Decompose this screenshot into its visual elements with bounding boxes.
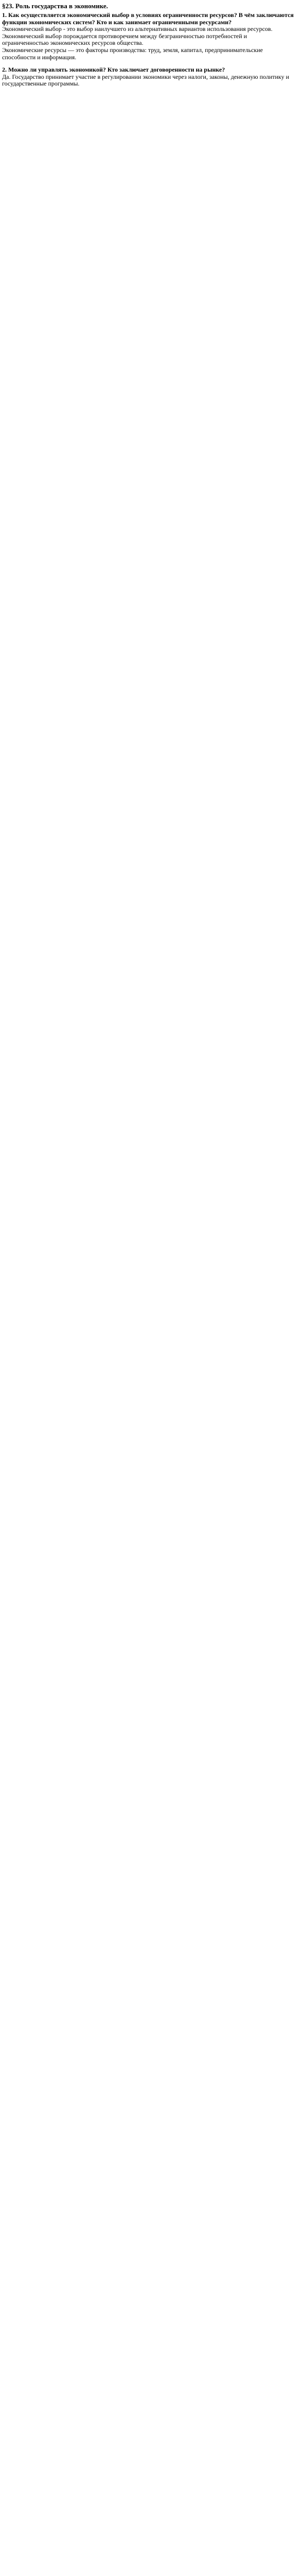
- spacer: [2, 88, 295, 93]
- question-1: 1. Как осуществляется экономический выбор в условиях ограниченности ресурсов? В чём заключаются функции экономических систем? Кто и как занимает ограниченными ресурсами?: [2, 11, 294, 26]
- document-page: [0, 0, 298, 93]
- question-2: 2. Можно ли управлять экономикой? Кто заключает договоренности на рынке?: [2, 66, 225, 74]
- answer-paragraph: Экономические ресурсы — это факторы производства: труд, земля, капитал, предпринимательские способности и информация.: [2, 46, 263, 61]
- content: [2, 12, 295, 93]
- answer-paragraph: Да. Государство принимает участие в регулировании экономики через налоги, законы, денежную политику и государственные программы.: [2, 73, 290, 88]
- answer-paragraph: Экономический выбор порождается противоречием между безграничностью потребностей и ограниченностью экономических ресурсов общества.: [2, 32, 247, 47]
- answer-paragraph: Экономический выбор - это выбор наилучшего из альтернативных вариантов использования ресурсов.: [2, 25, 273, 33]
- page-title: §23. Роль государства в экономике.: [2, 2, 108, 10]
